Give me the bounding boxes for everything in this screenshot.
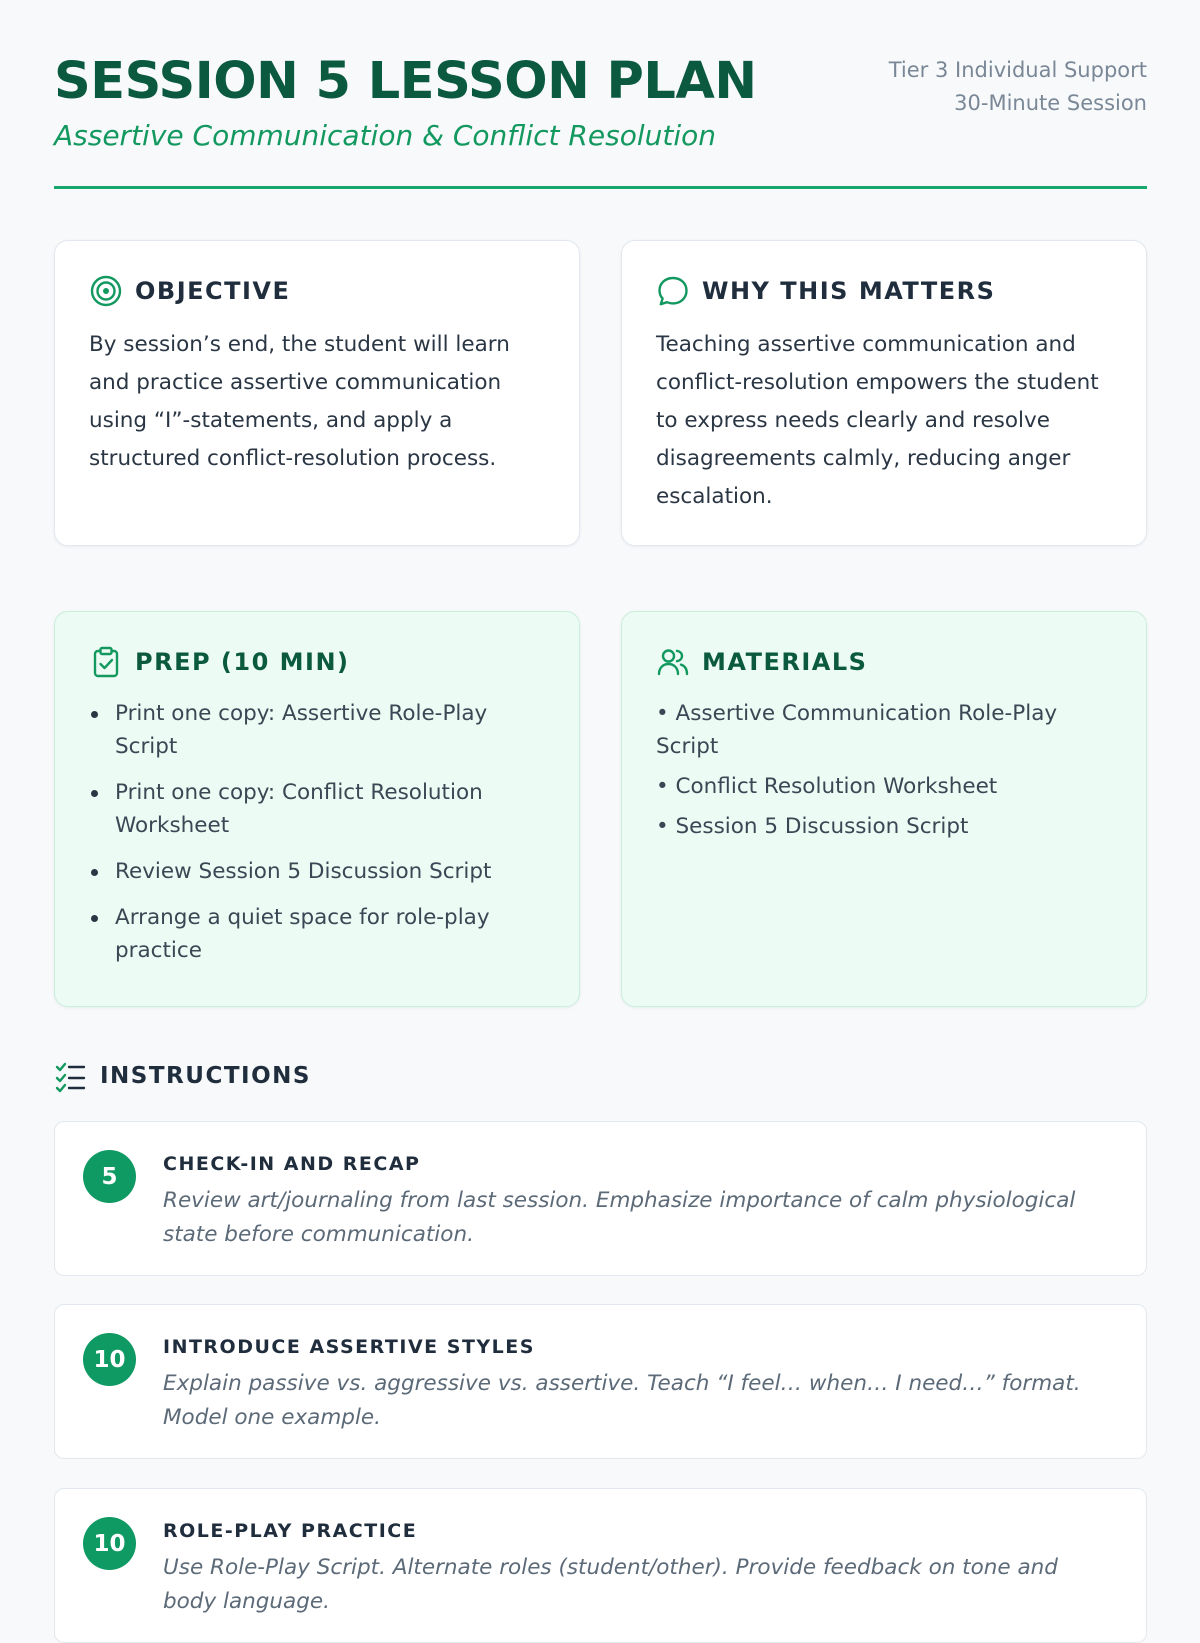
list-item: • Assertive Communication Role-Play Script — [656, 701, 1058, 759]
list-item: Print one copy: Conflict Resolution Worksheet — [89, 776, 545, 842]
support-tier: Tier 3 Individual Support — [888, 58, 1147, 82]
why-card — [621, 240, 1147, 546]
step-description: Review art/journaling from last session. Emphasize importance of calm physiological state before communication. — [163, 1188, 1076, 1247]
target-icon — [89, 274, 123, 308]
list-item: • Session 5 Discussion Script — [656, 814, 969, 839]
step-title: INTRODUCE ASSERTIVE STYLES — [163, 1336, 535, 1358]
lesson-plan-page — [54, 0, 1147, 1614]
page-subtitle: Assertive Communication & Conflict Resolution — [54, 119, 716, 152]
materials-header — [656, 645, 1112, 679]
step-title: CHECK-IN AND RECAP — [163, 1153, 421, 1175]
why-title: WHY THIS MATTERS — [702, 277, 996, 305]
instructions-title: INSTRUCTIONS — [100, 1063, 311, 1089]
list-item: Arrange a quiet space for role-play practice — [89, 901, 545, 967]
prep-list — [89, 697, 545, 967]
session-length: 30-Minute Session — [954, 91, 1147, 115]
list-item: • Conflict Resolution Worksheet — [656, 774, 998, 799]
chat-bubble-icon — [656, 274, 690, 308]
clipboard-check-icon — [89, 645, 123, 679]
objective-header — [89, 274, 545, 308]
step-minutes-badge: 10 — [83, 1333, 136, 1386]
materials-list — [656, 697, 1112, 843]
instructions-header — [54, 1060, 311, 1092]
why-header — [656, 274, 1112, 308]
list-item: Review Session 5 Discussion Script — [89, 855, 545, 888]
prep-header — [89, 645, 545, 679]
instruction-step — [54, 1121, 1147, 1276]
users-icon — [656, 645, 690, 679]
step-description: Explain passive vs. aggressive vs. assertive. Teach “I feel… when… I need…” format. Model one example. — [163, 1371, 1081, 1430]
objective-text: By session’s end, the student will learn and practice assertive communication using “I”-statements, and apply a structured conflict-resolution process. — [89, 332, 510, 471]
step-minutes-badge: 10 — [83, 1517, 136, 1570]
prep-card — [54, 611, 580, 1007]
instruction-step — [54, 1304, 1147, 1459]
objective-card — [54, 240, 580, 546]
materials-card — [621, 611, 1147, 1007]
header-divider — [54, 186, 1147, 189]
materials-title: MATERIALS — [702, 648, 868, 676]
step-minutes-badge: 5 — [83, 1150, 136, 1203]
list-item: Print one copy: Assertive Role-Play Script — [89, 697, 545, 763]
page-title: SESSION 5 LESSON PLAN — [54, 52, 757, 111]
step-title: ROLE-PLAY PRACTICE — [163, 1520, 418, 1542]
why-text: Teaching assertive communication and conflict-resolution empowers the student to express needs clearly and resolve disagreements calmly, reducing anger escalation. — [656, 332, 1099, 509]
instruction-step — [54, 1488, 1147, 1643]
checklist-icon — [54, 1060, 86, 1092]
page-header — [54, 0, 1147, 190]
step-description: Use Role-Play Script. Alternate roles (student/other). Provide feedback on tone and body language. — [163, 1555, 1058, 1614]
session-meta — [889, 54, 1147, 120]
prep-title: PREP (10 MIN) — [135, 648, 350, 676]
objective-title: OBJECTIVE — [135, 277, 291, 305]
